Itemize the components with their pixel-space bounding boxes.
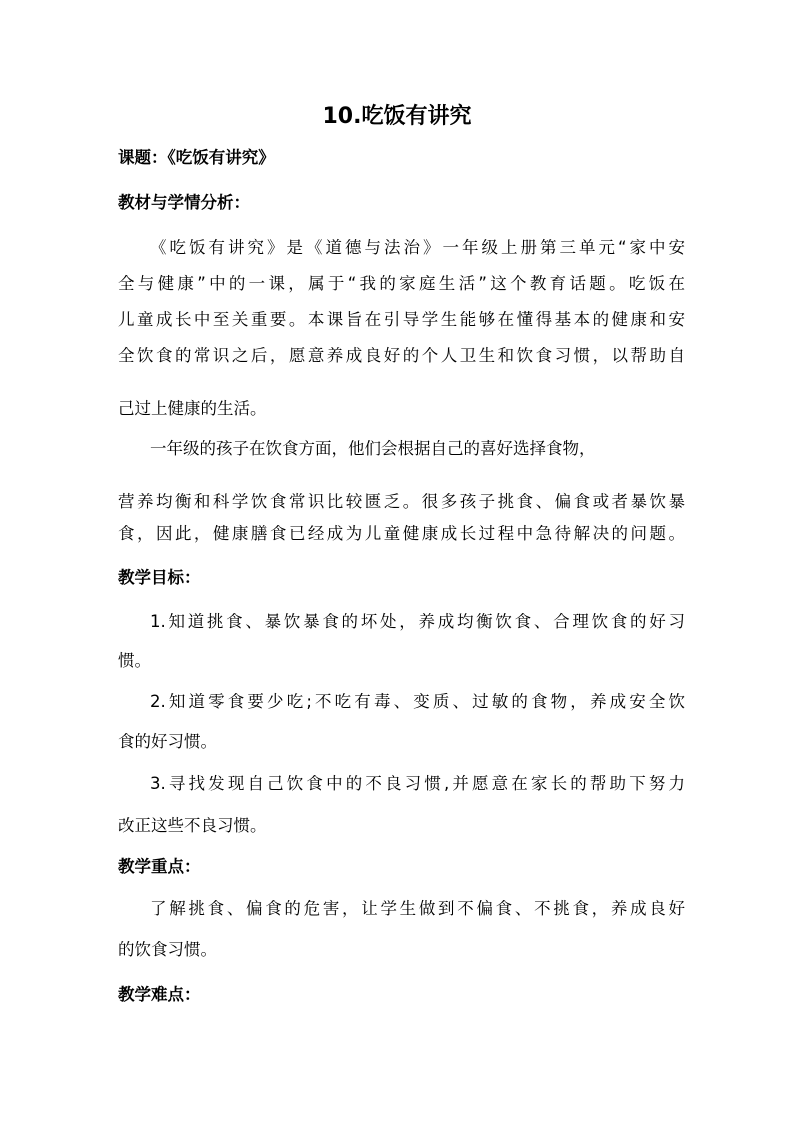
analysis-p1-line-1: 《吃饭有讲究》是《道德与法治》一年级上册第三单元“家中安 <box>150 238 685 257</box>
key-points-line-2: 的饮食习惯。 <box>118 940 217 959</box>
objectives-heading: 教学目标： <box>118 568 201 587</box>
analysis-p1-line-2: 全与健康”中的一课，属于“我的家庭生活”这个教育话题。吃饭在 <box>118 274 685 293</box>
objective-3-line-1: 3.寻找发现自己饮食中的不良习惯,并愿意在家长的帮助下努力 <box>150 774 685 793</box>
objective-3-line-2: 改正这些不良习惯。 <box>118 816 267 835</box>
analysis-p2-line-2: 营养均衡和科学饮食常识比较匮乏。很多孩子挑食、偏食或者暴饮暴 <box>118 492 685 511</box>
analysis-p2-line-3: 食，因此，健康膳食已经成为儿童健康成长过程中急待解决的问题。 <box>118 524 685 543</box>
key-points-line-1: 了解挑食、偏食的危害，让学生做到不偏食、不挑食，养成良好 <box>150 899 685 918</box>
analysis-p1-line-4: 全饮食的常识之后，愿意养成良好的个人卫生和饮食习惯，以帮助自 <box>118 346 685 365</box>
analysis-p2-line-1: 一年级的孩子在饮食方面，他们会根据自己的喜好选择食物， <box>150 439 596 458</box>
document-title: 10.吃饭有讲究 <box>322 104 472 129</box>
lesson-line: 课题：《吃饭有讲究》 <box>118 148 275 167</box>
analysis-p1-line-3: 儿童成长中至关重要。本课旨在引导学生能够在懂得基本的健康和安 <box>118 310 685 329</box>
objective-1-line-1: 1.知道挑食、暴饮暴食的坏处，养成均衡饮食、合理饮食的好习 <box>150 612 685 631</box>
analysis-heading: 教材与学情分析： <box>118 193 250 212</box>
difficulties-heading: 教学难点： <box>118 985 201 1004</box>
key-points-heading: 教学重点： <box>118 857 201 876</box>
objective-2-line-2: 食的好习惯。 <box>118 732 217 751</box>
objective-2-line-1: 2.知道零食要少吃;不吃有毒、变质、过敏的食物，养成安全饮 <box>150 692 685 711</box>
objective-1-line-2: 惯。 <box>118 651 151 670</box>
analysis-p1-line-5: 己过上健康的生活。 <box>118 399 267 418</box>
